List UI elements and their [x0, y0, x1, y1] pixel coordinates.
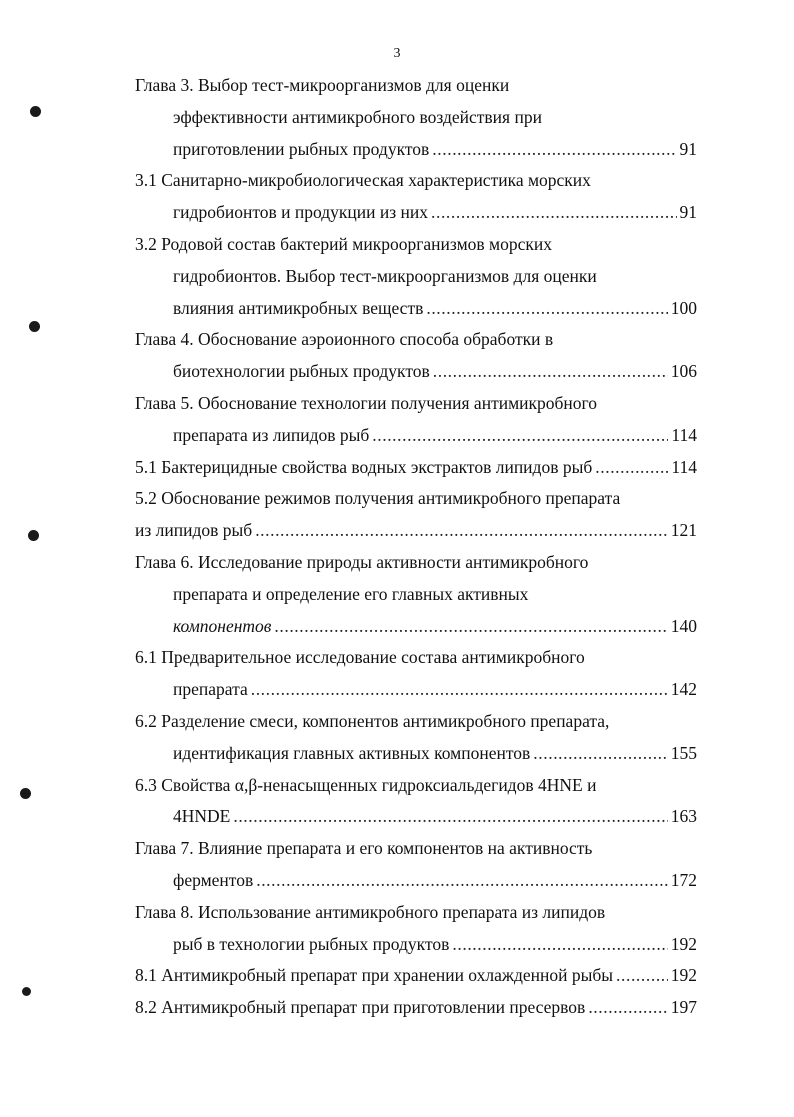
toc-line: из липидов рыб ..... 121 [135, 515, 697, 547]
binder-hole-mark [22, 987, 31, 996]
toc-line: рыб в технологии рыбных продуктов ..... 192 [135, 929, 697, 961]
page-number: 3 [393, 46, 401, 61]
toc-entry[interactable] [135, 229, 697, 324]
toc-entry[interactable] [135, 324, 697, 388]
dot-leader [595, 452, 668, 484]
toc-line: 5.1 Бактерицидные свойства водных экстрактов липидов рыб ..... 114 [135, 452, 697, 484]
toc-page-number: 114 [671, 456, 697, 477]
dot-leader [433, 356, 668, 388]
toc-entry[interactable] [135, 70, 697, 165]
toc-line: 3.1 Санитарно-микробиологическая характеристика морских [135, 170, 591, 191]
toc-page-number: 91 [679, 202, 697, 223]
toc-line: гидробионтов и продукции из них ..... 91 [135, 197, 697, 229]
toc-page-number: 114 [671, 424, 697, 445]
toc-entry[interactable] [135, 992, 697, 1024]
toc-line: биотехнологии рыбных продуктов ..... 106 [135, 356, 697, 388]
toc-line: приготовлении рыбных продуктов ..... 91 [135, 134, 697, 166]
dot-leader [256, 865, 668, 897]
table-of-contents [135, 70, 697, 1024]
toc-page-number: 192 [670, 933, 697, 954]
dot-leader [588, 992, 667, 1024]
toc-entry[interactable] [135, 897, 697, 961]
toc-line: компонентов ..... 140 [135, 611, 697, 643]
toc-line: гидробионтов. Выбор тест-микроорганизмов для оценки [173, 265, 597, 286]
binder-hole-mark [28, 530, 39, 541]
toc-entry[interactable] [135, 165, 697, 229]
toc-page-number: 121 [670, 520, 697, 541]
toc-line: 5.2 Обоснование режимов получения антимикробного препарата [135, 488, 621, 509]
toc-line: 6.2 Разделение смеси, компонентов антимикробного препарата, [135, 710, 610, 731]
dot-leader [426, 293, 667, 325]
toc-line: препарата ..... 142 [135, 674, 697, 706]
toc-line: препарата из липидов рыб ..... 114 [135, 420, 697, 452]
dot-leader [432, 134, 676, 166]
toc-line: Глава 4. Обоснование аэроионного способа обработки в [135, 329, 554, 350]
dot-leader [431, 197, 677, 229]
toc-page-number: 192 [670, 965, 697, 986]
toc-entry[interactable] [135, 706, 697, 770]
dot-leader [255, 515, 668, 547]
toc-line: идентификация главных активных компонентов ..... 155 [135, 738, 697, 770]
toc-entry[interactable] [135, 388, 697, 452]
toc-line: влияния антимикробных веществ ..... 100 [135, 293, 697, 325]
toc-line: эффективности антимикробного воздействия при [173, 106, 542, 127]
toc-line: 8.2 Антимикробный препарат при приготовлении пресервов ..... 197 [135, 992, 697, 1024]
binder-hole-mark [29, 321, 40, 332]
toc-line: препарата и определение его главных активных [173, 583, 529, 604]
toc-entry[interactable] [135, 452, 697, 484]
binder-hole-mark [30, 106, 41, 117]
toc-line: 4HNDE ..... 163 [135, 801, 697, 833]
toc-page-number: 142 [670, 679, 697, 700]
toc-line: ферментов ..... 172 [135, 865, 697, 897]
toc-page-number: 140 [670, 615, 697, 636]
dot-leader [616, 960, 668, 992]
toc-line: 3.2 Родовой состав бактерий микроорганизмов морских [135, 233, 552, 254]
binder-hole-mark [20, 788, 31, 799]
toc-entry[interactable] [135, 483, 697, 547]
toc-entry[interactable] [135, 960, 697, 992]
toc-page-number: 91 [679, 138, 697, 159]
toc-entry[interactable] [135, 833, 697, 897]
toc-page-number: 106 [670, 361, 697, 382]
toc-page-number: 197 [670, 997, 697, 1018]
dot-leader [372, 420, 668, 452]
toc-page-number: 172 [670, 869, 697, 890]
dot-leader [533, 738, 667, 770]
dot-leader [251, 674, 668, 706]
toc-line: Глава 8. Использование антимикробного препарата из липидов [135, 901, 606, 922]
dot-leader [274, 611, 667, 643]
toc-page-number: 155 [670, 742, 697, 763]
toc-line: 6.3 Свойства α,β-ненасыщенных гидроксиальдегидов 4HNE и [135, 774, 597, 795]
toc-line: Глава 7. Влияние препарата и его компонентов на активность [135, 838, 593, 859]
toc-entry[interactable] [135, 547, 697, 642]
toc-line: Глава 5. Обоснование технологии получения антимикробного [135, 392, 598, 413]
toc-page-number: 100 [670, 297, 697, 318]
toc-page-number: 163 [670, 806, 697, 827]
toc-entry[interactable] [135, 770, 697, 834]
toc-line: Глава 6. Исследование природы активности антимикробного [135, 551, 589, 572]
toc-line: 8.1 Антимикробный препарат при хранении охлажденной рыбы ..... 192 [135, 960, 697, 992]
toc-line: 6.1 Предварительное исследование состава антимикробного [135, 647, 585, 668]
dot-leader [233, 801, 667, 833]
toc-entry[interactable] [135, 642, 697, 706]
toc-line: Глава 3. Выбор тест-микроорганизмов для оценки [135, 75, 510, 95]
dot-leader [452, 929, 667, 961]
